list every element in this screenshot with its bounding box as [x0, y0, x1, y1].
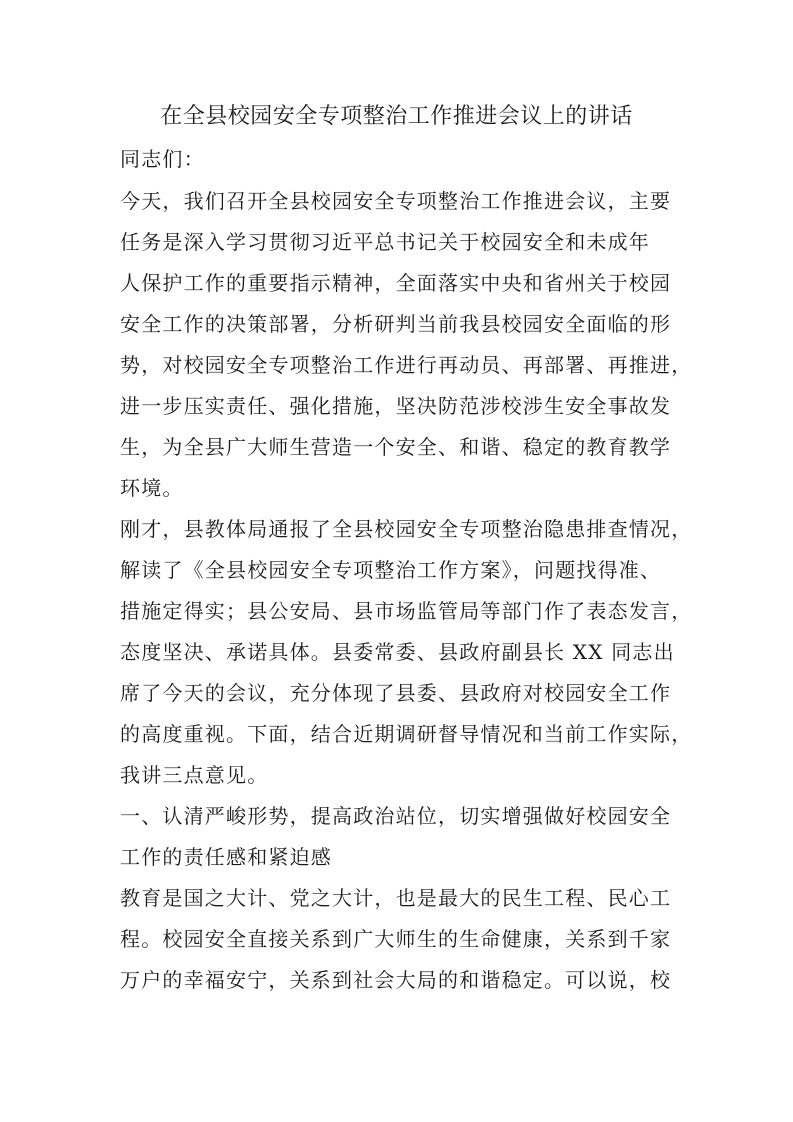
paragraph-line: 今天，我们召开全县校园安全专项整治工作推进会议，主要	[120, 189, 672, 213]
paragraph-line: 态度坚决、承诺具体。县委常委、县政府副县长 XX 同志出	[120, 640, 675, 664]
paragraph-line: 的高度重视。下面，结合近期调研督导情况和当前工作实际，	[120, 722, 693, 746]
paragraph-line: 席了今天的会议，充分体现了县委、县政府对校园安全工作	[120, 681, 672, 705]
salutation: 同志们：	[120, 147, 205, 171]
section-heading-line: 工作的责任感和紧迫感	[120, 845, 332, 869]
paragraph-line: 任务是深入学习贯彻习近平总书记关于校园安全和未成年	[120, 230, 650, 254]
paragraph-line: 程。校园安全直接关系到广大师生的生命健康，关系到千家	[120, 927, 672, 951]
paragraph-line: 势，对校园安全专项整治工作进行再动员、再部署、再推进，	[120, 353, 693, 377]
paragraph-line: 环境。	[120, 476, 184, 500]
document-title: 在全县校园安全专项整治工作推进会议上的讲话	[160, 104, 633, 129]
paragraph-line: 刚才，县教体局通报了全县校园安全专项整治隐患排查情况，	[120, 517, 693, 541]
paragraph-line: 我讲三点意见。	[120, 763, 269, 787]
paragraph-line: 生，为全县广大师生营造一个安全、和谐、稳定的教育教学	[120, 435, 672, 459]
paragraph-line: 解读了《全县校园安全专项整治工作方案》，问题找得准、	[120, 558, 662, 582]
section-heading-line: 一、认清严峻形势，提高政治站位，切实增强做好校园安全	[120, 804, 672, 828]
paragraph-line: 人保护工作的重要指示精神，全面落实中央和省州关于校园	[120, 271, 672, 295]
paragraph-line: 措施定得实；县公安局、县市场监管局等部门作了表态发言，	[120, 599, 693, 623]
paragraph-line: 进一步压实责任、强化措施，坚决防范涉校涉生安全事故发	[120, 394, 672, 418]
paragraph-line: 安全工作的决策部署，分析研判当前我县校园安全面临的形	[120, 312, 672, 336]
paragraph-line: 万户的幸福安宁，关系到社会大局的和谐稳定。可以说，校	[120, 968, 672, 992]
paragraph-line: 教育是国之大计、党之大计，也是最大的民生工程、民心工	[120, 886, 672, 910]
